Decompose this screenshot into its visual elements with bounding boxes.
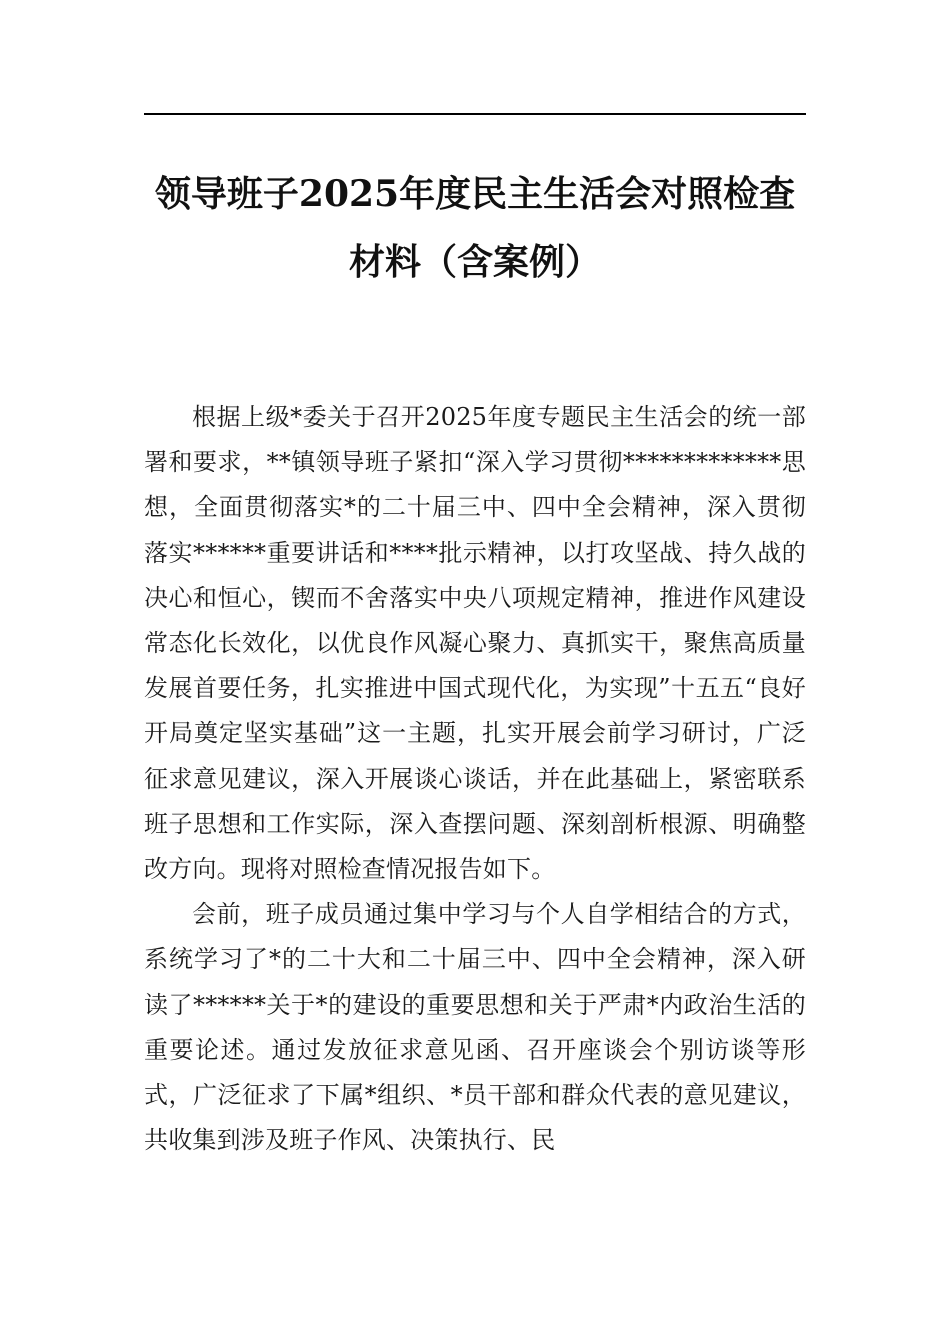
header-rule xyxy=(144,113,806,115)
paragraph-intro: 根据上级*委关于召开2025年度专题民主生活会的统一部署和要求，**镇领导班子紧扣“深入学习贯彻*************思想，全面贯彻落实*的二十届三中、四中全会精神，深入贯彻落实******重要讲话和****批示精神，以打攻坚战、持久战的决心和恒心，锲而不舍落实中央八项规定精神，推进作风建设常态化长效化，以优良作风凝心聚力、真抓实干，聚焦高质量发展首要任务，扎实推进中国式现代化，为实现”十五五“良好开局奠定坚实基础”这一主题，扎实开展会前学习研讨，广泛征求意见建议，深入开展谈心谈话，并在此基础上，紧密联系班子思想和工作实际，深入查摆问题、深刻剖析根源、明确整改方向。现将对照检查情况报告如下。 xyxy=(144,403,806,884)
paragraph-preparation: 会前，班子成员通过集中学习与个人自学相结合的方式，系统学习了*的二十大和二十届三中、四中全会精神，深入研读了******关于*的建设的重要思想和关于严肃*内政治生活的重要论述。通过发放征求意见函、召开座谈会个别访谈等形式，广泛征求了下属*组织、*员干部和群众代表的意见建议，共收集到涉及班子作风、决策执行、民 xyxy=(144,900,806,1155)
document-title: 领导班子2025年度民主生活会对照检查材料（含案例） xyxy=(154,173,796,283)
document-body xyxy=(144,395,806,1163)
